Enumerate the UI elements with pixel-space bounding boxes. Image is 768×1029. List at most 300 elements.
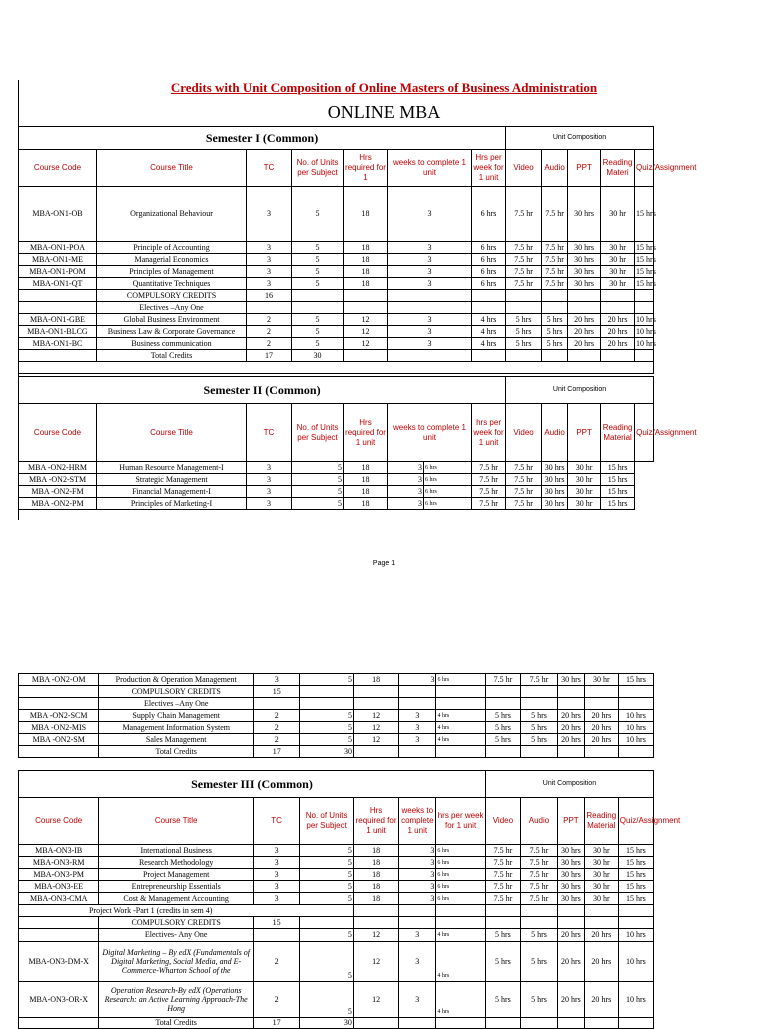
header-hrs-required: Hrs required for 1 unit [344,404,388,462]
reading: 30 hr [568,498,601,510]
course-code: MBA-ON1-POM [19,266,97,278]
reading: 30 hr [584,674,618,686]
units: 5 [300,942,354,982]
audio: 7.5 hr [542,242,568,254]
ppt: 20 hrs [558,942,585,982]
table-row [19,254,654,266]
tc: 2 [247,338,292,350]
hrs: 18 [344,242,388,254]
table-row [19,674,654,686]
reading: 20 hrs [584,722,618,734]
weeks: 3 [388,187,472,242]
hrs: 12 [353,734,398,746]
header-quiz: Quiz/Assignment [635,404,654,462]
table-row [19,314,654,326]
unit-composition-label: Unit Composition [506,377,654,404]
table-row [19,474,654,486]
audio: 7.5 hr [506,498,542,510]
course-code: MBA -ON2-OM [19,674,99,686]
weeks: 3 [399,845,436,857]
hrs-per-week: 6 hrs [472,242,506,254]
audio: 5 hrs [520,982,557,1018]
total-credits-label: Total Credits [99,746,254,758]
weeks: 3 [399,734,436,746]
quiz: 15 hrs [601,462,635,474]
header-audio: Audio [542,150,568,187]
audio: 7.5 hr [542,266,568,278]
hrs-per-week: 6 hrs [436,674,485,686]
hrs-per-week: 6 hrs [436,893,486,905]
tc: 3 [247,498,292,510]
tc: 3 [247,242,292,254]
hrs-per-week: 6 hrs [472,266,506,278]
tc: 2 [254,722,300,734]
table-row [19,326,654,338]
course-code: MBA -ON2-FM [19,486,97,498]
audio: 7.5 hr [542,254,568,266]
weeks: 3 [399,893,436,905]
audio: 7.5 hr [520,674,557,686]
units: 5 [300,734,354,746]
hrs: 18 [353,857,398,869]
hrs: 18 [344,498,388,510]
table-row [19,982,654,1018]
units: 5 [292,326,344,338]
ppt: 30 hrs [558,674,585,686]
table-row [19,486,654,498]
course-title: Global Business Environment [97,314,247,326]
audio: 5 hrs [542,338,568,350]
video: 7.5 hr [506,254,542,266]
video: 7.5 hr [472,474,506,486]
course-title: Strategic Management [97,474,247,486]
header-hrs-per-week: hrs per week for 1 unit [436,798,486,845]
table-row [19,869,654,881]
header-weeks: weeks to complete 1 unit [388,150,472,187]
ppt: 30 hrs [542,486,568,498]
units: 5 [300,893,354,905]
course-code: MBA-ON3-CMA [19,893,99,905]
table-row [19,462,654,474]
semester-2-continued-sheet [18,673,654,758]
video: 7.5 hr [485,893,520,905]
hrs: 12 [344,314,388,326]
units: 5 [300,674,354,686]
reading: 30 hr [601,266,635,278]
total-credits-label: Total Credits [97,350,247,362]
weeks: 3 [388,462,424,474]
header-tc: TC [247,404,292,462]
units: 5 [300,710,354,722]
semester-2-table [18,376,697,510]
quiz: 15 hrs [618,845,653,857]
tc: 2 [254,734,300,746]
reading: 20 hrs [584,942,618,982]
weeks: 3 [399,942,436,982]
course-code: MBA-ON1-GBE [19,314,97,326]
video: 7.5 hr [472,498,506,510]
semester-1-title: Semester I (Common) [19,127,506,150]
hrs-per-week: 4 hrs [436,710,485,722]
course-title: Management Information System [99,722,254,734]
hrs: 12 [353,722,398,734]
weeks: 3 [388,474,424,486]
quiz: 15 hrs [601,474,635,486]
electives-quiz: 10 hrs [618,929,653,942]
compulsory-credits-label: COMPULSORY CREDITS [97,290,247,302]
hrs-per-week: 6 hrs [436,857,486,869]
video: 5 hrs [485,710,520,722]
quiz: 10 hrs [618,710,653,722]
compulsory-credits-value: 15 [253,917,299,929]
compulsory-credits-value: 16 [247,290,292,302]
course-code: MBA-ON3-OR-X [19,982,99,1018]
reading: 20 hrs [584,710,618,722]
page-number-label: Page 1 [372,560,396,567]
course-title: Supply Chain Management [99,710,254,722]
hrs-per-week: 6 hrs [436,869,486,881]
ppt: 30 hrs [568,242,601,254]
ppt: 30 hrs [542,474,568,486]
reading: 30 hr [601,278,635,290]
course-code: MBA-ON3-EE [19,881,99,893]
ppt: 30 hrs [542,498,568,510]
hrs: 18 [353,869,398,881]
weeks: 3 [388,338,472,350]
tc: 3 [253,893,299,905]
weeks: 3 [388,498,424,510]
audio: 7.5 hr [506,462,542,474]
quiz: 10 hrs [636,338,656,348]
course-code: MBA -ON2-STM [19,474,97,486]
table-row [19,498,654,510]
table-row [19,722,654,734]
quiz: 15 hrs [635,187,654,242]
ppt: 30 hrs [558,893,585,905]
header-ppt: PPT [568,404,601,462]
video: 5 hrs [506,326,542,338]
semester-2-continued-table [18,673,654,758]
hrs: 18 [344,254,388,266]
video: 7.5 hr [485,881,520,893]
reading: 20 hrs [584,734,618,746]
course-title: International Business [99,845,254,857]
ppt: 30 hrs [568,278,601,290]
hrs-per-week: 6 hrs [424,486,472,498]
ppt: 30 hrs [568,254,601,266]
electives-hrs: 12 [353,929,398,942]
hrs-per-week: 4 hrs [436,734,485,746]
reading: 30 hr [584,881,618,893]
hrs: 18 [353,845,398,857]
ppt: 20 hrs [558,710,585,722]
table-row [19,845,654,857]
course-code: MBA-ON3-PM [19,869,99,881]
hrs: 18 [353,881,398,893]
header-course-title: Course Title [99,798,254,845]
audio: 7.5 hr [542,187,568,242]
weeks: 3 [399,722,436,734]
program-title: ONLINE MBA [327,102,441,122]
header-video: Video [506,404,542,462]
hrs-per-week: 4 hrs [472,338,506,350]
total-units: 30 [300,1018,354,1029]
electives-label: Electives –Any One [97,302,247,314]
units: 5 [292,474,344,486]
quiz: 15 hrs [618,857,653,869]
header-units: No. of Units per Subject [292,150,344,187]
hrs-per-week: 6 hrs [472,254,506,266]
audio: 7.5 hr [520,869,557,881]
hrs-per-week: 6 hrs [436,881,486,893]
audio: 5 hrs [520,710,557,722]
reading: 30 hr [568,486,601,498]
quiz: 15 hrs [618,674,653,686]
table-row [19,338,654,350]
units: 5 [292,242,344,254]
tc: 3 [253,869,299,881]
ppt: 20 hrs [568,338,601,350]
video: 7.5 hr [472,462,506,474]
semester-3-title: Semester III (Common) [19,771,486,798]
ppt: 30 hrs [558,869,585,881]
header-course-code: Course Code [19,404,97,462]
weeks: 3 [388,326,472,338]
units: 5 [292,462,344,474]
course-code: MBA-ON3-IB [19,845,99,857]
quiz: 10 hrs [636,326,656,336]
table-row [19,857,654,869]
header-audio: Audio [520,798,557,845]
video: 7.5 hr [506,278,542,290]
audio: 7.5 hr [520,881,557,893]
units: 5 [292,187,344,242]
video: 5 hrs [485,982,520,1018]
weeks: 3 [399,857,436,869]
course-code: MBA -ON2-SCM [19,710,99,722]
video: 7.5 hr [485,674,520,686]
tc: 3 [247,266,292,278]
course-title: Research Methodology [99,857,254,869]
reading: 30 hr [601,242,635,254]
unit-composition-label: Unit Composition [485,771,653,798]
reading: 30 hr [584,893,618,905]
header-video: Video [485,798,520,845]
ppt: 30 hrs [558,857,585,869]
reading: 20 hrs [601,338,635,350]
course-code: MBA-ON1-BLCG [19,326,97,338]
tc: 3 [247,254,292,266]
units: 5 [300,982,354,1018]
quiz: 10 hrs [618,982,653,1018]
video: 7.5 hr [485,869,520,881]
header-course-code: Course Code [19,798,99,845]
ppt: 30 hrs [568,266,601,278]
quiz: 15 hrs [636,266,656,276]
course-code: MBA-ON1-BC [19,338,97,350]
hrs-per-week: 6 hrs [424,462,472,474]
hrs: 18 [353,893,398,905]
header-weeks: weeks to complete 1 unit [388,404,472,462]
video: 5 hrs [506,314,542,326]
reading: 20 hrs [601,314,635,326]
quiz: 15 hrs [618,881,653,893]
ppt: 20 hrs [558,722,585,734]
audio: 5 hrs [520,734,557,746]
audio: 7.5 hr [520,845,557,857]
tc: 3 [254,674,300,686]
hrs-per-week: 6 hrs [424,474,472,486]
weeks: 3 [388,242,472,254]
header-course-code: Course Code [19,150,97,187]
ppt: 30 hrs [558,881,585,893]
semester-2-title: Semester II (Common) [19,377,506,404]
audio: 7.5 hr [520,893,557,905]
course-title: Operation Research-By edX (Operations Research: an Active Learning Approach-The Hong [99,982,254,1018]
quiz: 10 hrs [618,722,653,734]
electives-ppt: 20 hrs [558,929,585,942]
course-title: Project Management [99,869,254,881]
tc: 2 [247,314,292,326]
tc: 2 [247,326,292,338]
electives-audio: 5 hrs [520,929,557,942]
video: 5 hrs [485,734,520,746]
ppt: 30 hrs [568,187,601,242]
ppt: 20 hrs [558,982,585,1018]
audio: 7.5 hr [520,857,557,869]
video: 5 hrs [485,722,520,734]
units: 5 [292,266,344,278]
course-code: MBA-ON3-RM [19,857,99,869]
header-weeks: weeks to complete 1 unit [399,798,436,845]
quiz: 10 hrs [618,942,653,982]
weeks: 3 [399,982,436,1018]
ppt: 20 hrs [568,326,601,338]
course-code: MBA -ON2-SM [19,734,99,746]
hrs-per-week: 4 hrs [472,326,506,338]
hrs: 12 [344,326,388,338]
hrs: 18 [344,278,388,290]
table-row [19,266,654,278]
header-hrs-per-week: hrs per week for 1 unit [472,404,506,462]
units: 5 [292,278,344,290]
table-row [19,710,654,722]
tc: 3 [247,187,292,242]
header-course-title: Course Title [97,150,247,187]
header-video: Video [506,150,542,187]
reading: 30 hr [601,254,635,266]
hrs: 18 [344,462,388,474]
course-code: MBA -ON2-MIS [19,722,99,734]
header-hrs-per-week: Hrs per week for 1 unit [472,150,506,187]
quiz: 15 hrs [618,869,653,881]
hrs: 18 [344,187,388,242]
quiz: 10 hrs [636,314,656,324]
course-code: MBA-ON3-DM-X [19,942,99,982]
video: 5 hrs [506,338,542,350]
ppt: 30 hrs [542,462,568,474]
quiz: 15 hrs [601,498,635,510]
course-title: Business communication [97,338,247,350]
course-code: MBA-ON1-QT [19,278,97,290]
hrs-per-week: 6 hrs [436,845,486,857]
reading: 30 hr [568,462,601,474]
ppt: 30 hrs [558,845,585,857]
course-code: MBA -ON2-HRM [19,462,97,474]
units: 5 [292,338,344,350]
header-units: No. of Units per Subject [300,798,354,845]
audio: 5 hrs [520,942,557,982]
compulsory-credits-label: COMPULSORY CREDITS [99,686,254,698]
course-code: MBA-ON1-ME [19,254,97,266]
hrs-per-week: 4 hrs [436,982,486,1018]
video: 7.5 hr [472,486,506,498]
audio: 5 hrs [520,722,557,734]
reading: 20 hrs [601,326,635,338]
weeks: 3 [388,254,472,266]
weeks: 3 [399,881,436,893]
video: 7.5 hr [506,187,542,242]
quiz: 15 hrs [636,278,656,288]
header-ppt: PPT [568,150,601,187]
weeks: 3 [399,710,436,722]
tc: 3 [247,278,292,290]
course-code: MBA-ON1-OB [19,187,97,242]
reading: 30 hr [584,857,618,869]
course-code: MBA -ON2-PM [19,498,97,510]
hrs: 18 [344,486,388,498]
reading: 20 hrs [584,982,618,1018]
quiz: 15 hrs [618,893,653,905]
header-tc: TC [247,150,292,187]
course-title: Principles of Marketing-I [97,498,247,510]
hrs-per-week: 4 hrs [436,942,486,982]
units: 5 [300,857,354,869]
hrs-per-week: 4 hrs [436,722,485,734]
course-title: Entrepreneurship Essentials [99,881,254,893]
course-title: Quantitative Techniques [97,278,247,290]
table-row [19,893,654,905]
header-reading: Reading Materi [601,150,635,187]
header-quiz: Quiz/Assignment [635,150,654,187]
weeks: 3 [388,486,424,498]
tc: 3 [253,845,299,857]
hrs-per-week: 6 hrs [472,278,506,290]
weeks: 3 [399,674,436,686]
semester-1-sheet [18,126,697,374]
course-title: Digital Marketing – By edX (Fundamentals of Digital Marketing, Social Media, and E-Commerce-Wharton School of the [99,942,254,982]
table-row [19,942,654,982]
hrs-per-week: 6 hrs [424,498,472,510]
video: 7.5 hr [506,266,542,278]
course-title: Financial Management-I [97,486,247,498]
tc: 3 [247,474,292,486]
ppt: 20 hrs [568,314,601,326]
hrs: 18 [344,266,388,278]
hrs: 12 [344,338,388,350]
header-course-title: Course Title [97,404,247,462]
audio: 7.5 hr [542,278,568,290]
electives-label: Electives- Any One [99,929,254,942]
weeks: 3 [388,266,472,278]
units: 5 [300,722,354,734]
quiz: 15 hrs [636,254,656,264]
hrs: 12 [353,942,398,982]
audio: 5 hrs [542,326,568,338]
hrs: 12 [353,982,398,1018]
units: 5 [300,845,354,857]
audio: 5 hrs [542,314,568,326]
